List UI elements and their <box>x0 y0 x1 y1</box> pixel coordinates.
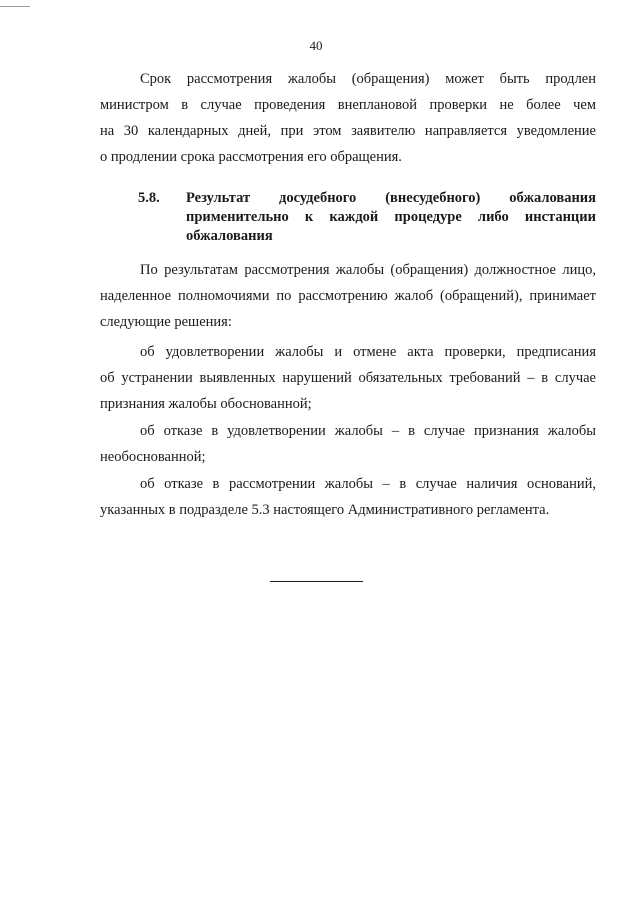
paragraph-line: наделенное полномочиями по рассмотрению жалоб (обращений), принимает <box>100 288 596 304</box>
paragraph-line: о продлении срока рассмотрения его обращения. <box>100 149 402 165</box>
section-title-line: применительно к каждой процедуре либо инстанции <box>186 209 596 225</box>
paragraph-line: об отказе в удовлетворении жалобы – в случае признания жалобы <box>140 423 596 439</box>
paragraph-line: об удовлетворении жалобы и отмене акта проверки, предписания <box>140 344 596 360</box>
end-rule <box>270 581 363 582</box>
section-number: 5.8. <box>138 190 160 206</box>
paragraph-line: следующие решения: <box>100 314 232 330</box>
paragraph-line: По результатам рассмотрения жалобы (обращения) должностное лицо, <box>140 262 596 278</box>
paragraph-line: Срок рассмотрения жалобы (обращения) может быть продлен <box>140 71 596 87</box>
paragraph-line: министром в случае проведения внеплановой проверки не более чем <box>100 97 596 113</box>
paragraph-line: указанных в подразделе 5.3 настоящего Административного регламента. <box>100 502 550 518</box>
paragraph-line: на 30 календарных дней, при этом заявителю направляется уведомление <box>100 123 596 139</box>
paragraph-line: об устранении выявленных нарушений обязательных требований – в случае <box>100 370 596 386</box>
section-title-line: Результат досудебного (внесудебного) обжалования <box>186 190 596 206</box>
paragraph-line: об отказе в рассмотрении жалобы – в случае наличия оснований, <box>140 476 596 492</box>
section-title-line: обжалования <box>186 228 273 244</box>
scan-corner-mark <box>0 6 30 7</box>
paragraph-line: признания жалобы обоснованной; <box>100 396 312 412</box>
paragraph-line: необоснованной; <box>100 449 206 465</box>
page-number: 40 <box>309 38 323 53</box>
